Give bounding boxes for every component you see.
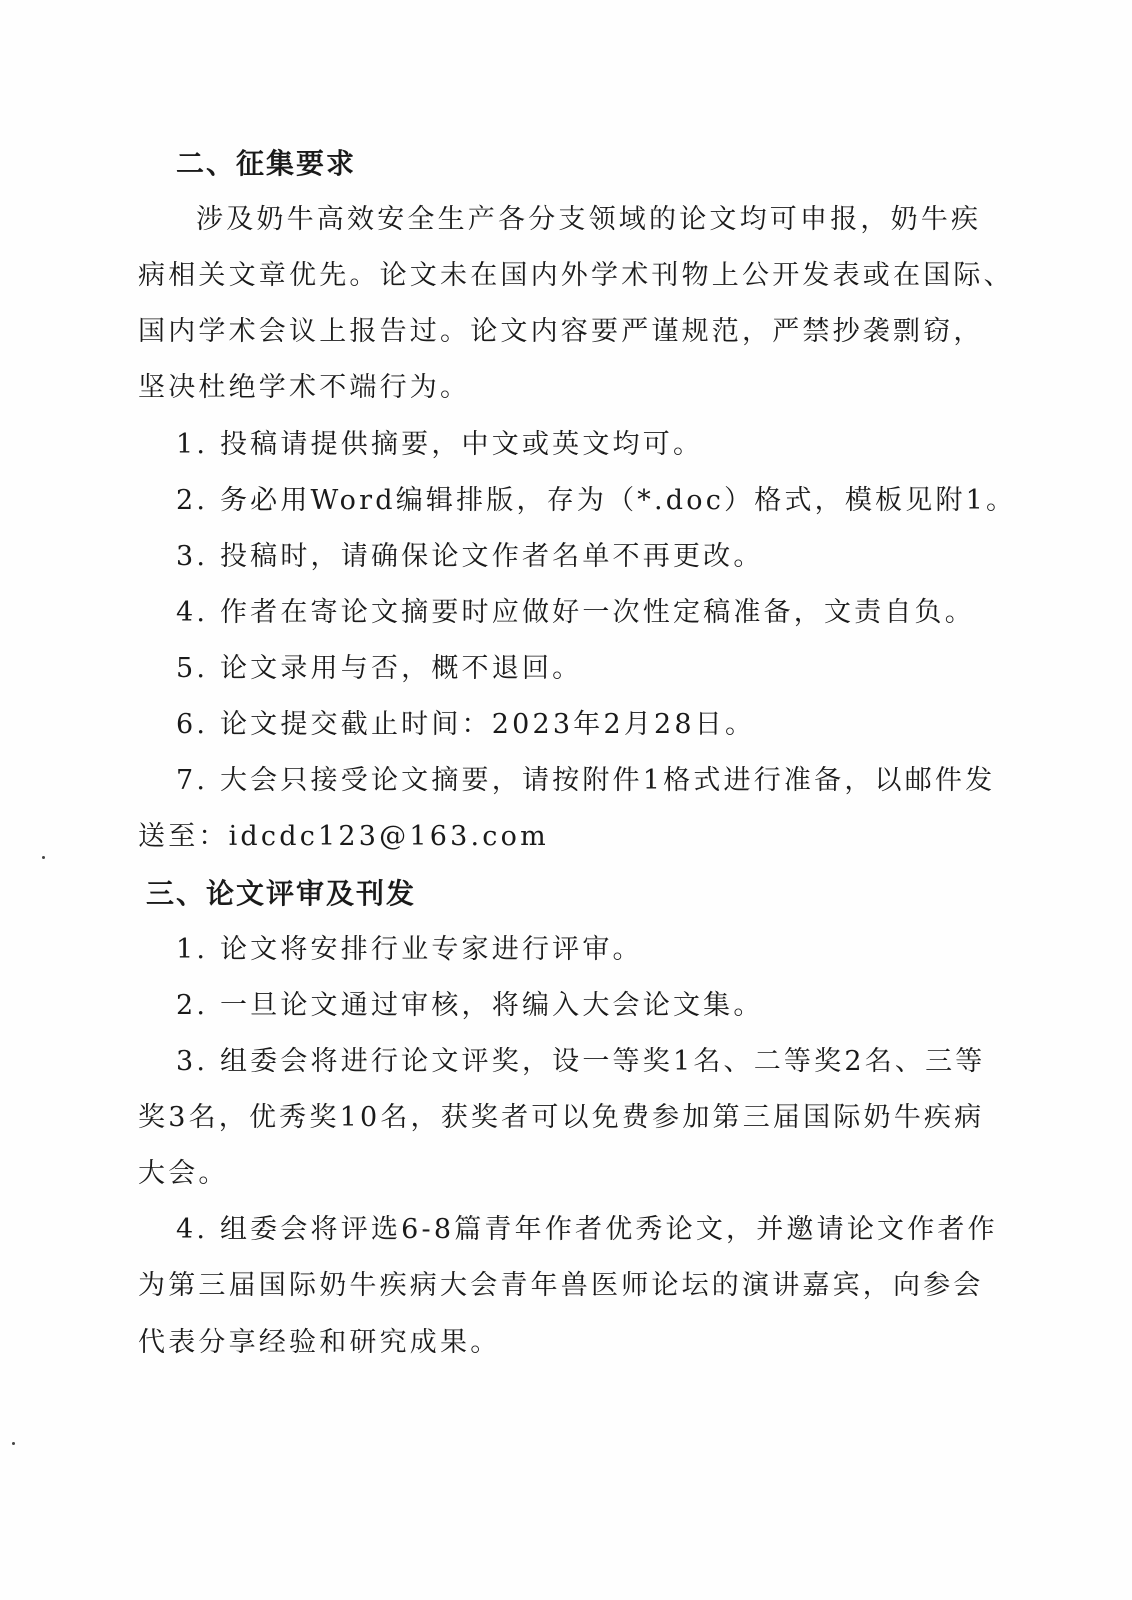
list-item: 1. 论文将安排行业专家进行评审。 [176, 934, 643, 965]
list-item: 6. 论文提交截止时间：2023年2月28日。 [176, 709, 756, 740]
paragraph-line: 涉及奶牛高效安全生产各分支领域的论文均可申报，奶牛疾 [196, 204, 982, 235]
list-item: 1. 投稿请提供摘要，中文或英文均可。 [176, 429, 704, 460]
list-item-continuation: 奖3名，优秀奖10名，获奖者可以免费参加第三届国际奶牛疾病 [138, 1102, 985, 1133]
scan-speck [42, 856, 45, 859]
list-item: 4. 作者在寄论文摘要时应做好一次性定稿准备，文责自负。 [176, 597, 975, 628]
list-item: 4. 组委会将评选6-8篇青年作者优秀论文，并邀请论文作者作 [176, 1214, 998, 1245]
list-item-continuation: 为第三届国际奶牛疾病大会青年兽医师论坛的演讲嘉宾，向参会 [138, 1270, 984, 1301]
list-item-continuation: 大会。 [138, 1158, 229, 1189]
section-heading-collection-requirements: 二、征集要求 [176, 147, 357, 180]
paragraph-line: 病相关文章优先。论文未在国内外学术刊物上公开发表或在国际、 [138, 260, 1014, 291]
list-item: 2. 务必用Word编辑排版，存为（*.doc）格式，模板见附1。 [176, 485, 1017, 516]
list-item: 3. 投稿时，请确保论文作者名单不再更改。 [176, 541, 764, 572]
list-item: 7. 大会只接受论文摘要，请按附件1格式进行准备，以邮件发 [176, 765, 996, 796]
paragraph-line: 国内学术会议上报告过。论文内容要严谨规范，严禁抄袭剽窃， [138, 316, 984, 347]
list-item: 3. 组委会将进行论文评奖，设一等奖1名、二等奖2名、三等 [176, 1046, 986, 1077]
list-item: 5. 论文录用与否，概不退回。 [176, 653, 583, 684]
list-item-continuation: 代表分享经验和研究成果。 [138, 1327, 501, 1358]
list-item-continuation: 送至：idcdc123@163.com [138, 821, 549, 852]
list-item: 2. 一旦论文通过审核，将编入大会论文集。 [176, 990, 764, 1021]
section-heading-review-and-publication: 三、论文评审及刊发 [146, 877, 417, 910]
paragraph-line: 坚决杜绝学术不端行为。 [138, 372, 471, 403]
scan-speck [12, 1442, 15, 1445]
